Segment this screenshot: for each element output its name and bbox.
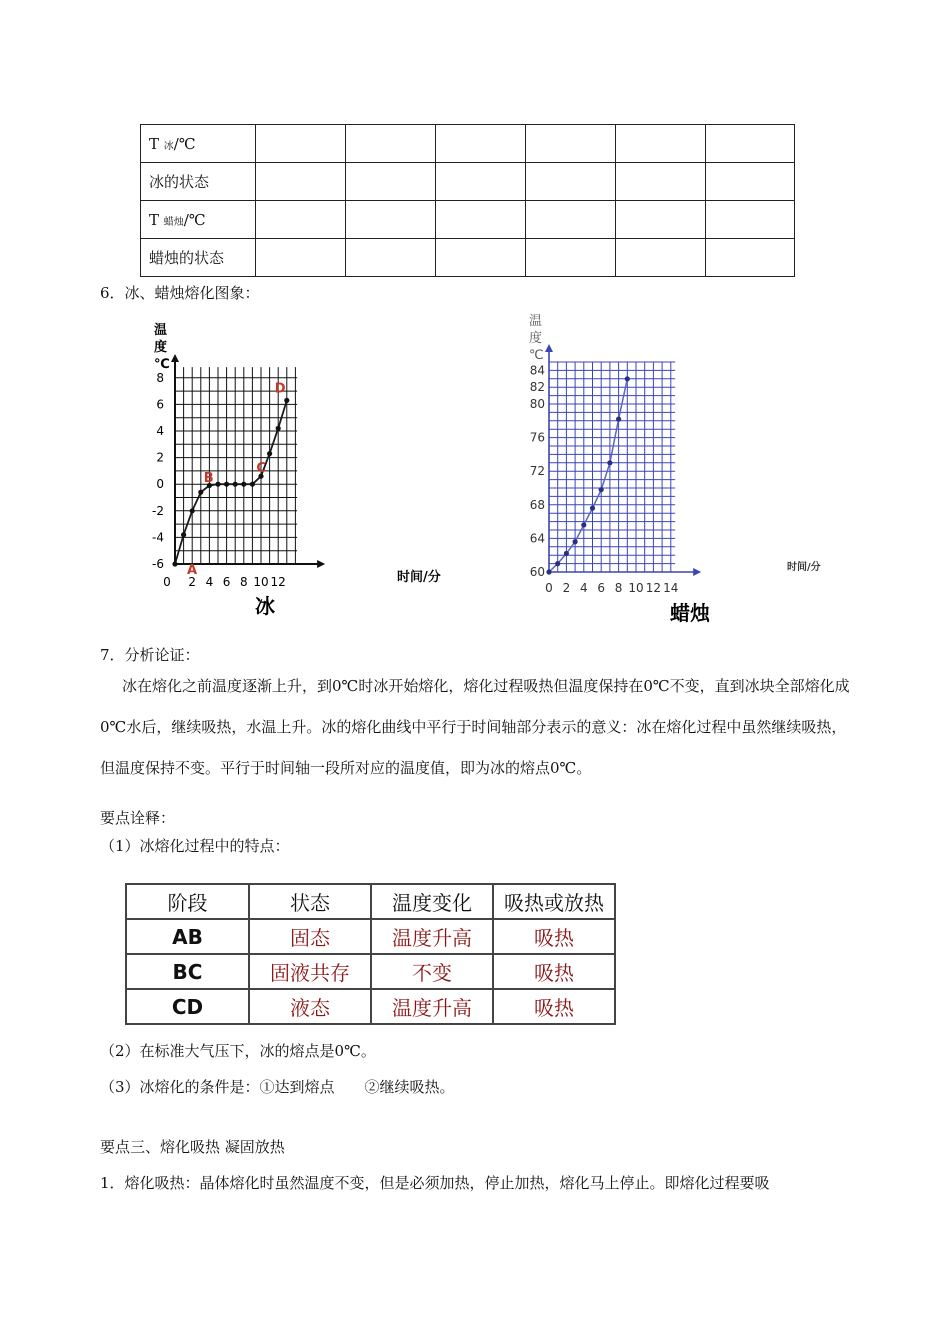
data-point — [564, 551, 569, 556]
x-tick-label: 4 — [579, 581, 588, 595]
data-point — [172, 561, 177, 566]
data-point — [616, 417, 621, 422]
analysis-paragraph: 冰在熔化之前温度逐渐上升，到0℃时冰开始熔化，熔化过程吸热但温度保持在0℃不变，直到冰块全部熔化成0℃水后，继续吸热，水温上升。冰的熔化曲线中平行于时间轴部分表示的意义：冰在熔化过程中虽然继续吸热，但温度保持不变。平行于时间轴一段所对应的温度值，即为冰的熔点0℃。 — [100, 677, 850, 777]
data-point — [590, 506, 595, 511]
y-tick-label: -4 — [152, 530, 164, 545]
x-tick-label: 10 — [253, 575, 269, 589]
x-axis-arrow — [317, 560, 325, 568]
section-7-title: 7．分析论证： — [100, 646, 200, 664]
y-tick-label: 76 — [529, 430, 545, 445]
header-temp-change: 温度变化 — [371, 884, 493, 919]
y-axis-label: 温 — [154, 323, 168, 338]
section-6-title: 6．冰、蜡烛熔化图象： — [100, 284, 260, 302]
x-tick-label: 6 — [597, 581, 606, 595]
data-point — [198, 490, 203, 495]
y-tick-label: -2 — [152, 503, 164, 518]
x-tick-label: 2 — [562, 581, 571, 595]
data-point — [241, 482, 246, 487]
point-label-a: A — [187, 563, 198, 578]
x-tick-label: 4 — [205, 575, 214, 589]
data-point — [190, 508, 195, 513]
y-axis-arrow — [545, 344, 553, 352]
y-axis-label: ℃ — [154, 357, 170, 372]
data-point — [276, 426, 281, 431]
data-point — [607, 460, 612, 465]
y-tick-label: 6 — [156, 397, 164, 412]
data-point — [215, 482, 220, 487]
candle-x-axis-label: 时间/分 — [787, 562, 821, 573]
table-row: CD 液态 温度升高 吸热 — [126, 989, 615, 1024]
point-1: （1）冰熔化过程中的特点： — [100, 837, 290, 855]
table-row — [141, 239, 795, 277]
table-row — [141, 163, 795, 201]
ice-chart-title: 冰 — [255, 594, 275, 618]
y-tick-label: 68 — [529, 497, 545, 512]
y-axis-label: 温 — [529, 314, 543, 329]
point-label-d: D — [274, 381, 286, 397]
section-3-item-1: 1．熔化吸热：晶体熔化时虽然温度不变，但是必须加热，停止加热，熔化马上停止。即熔化过程要吸 — [100, 1174, 770, 1192]
x-tick-label: 6 — [222, 575, 231, 589]
y-tick-label: 60 — [529, 565, 545, 579]
data-point — [284, 398, 289, 403]
x-tick-label: 12 — [270, 575, 286, 589]
row-label-ice-state: 冰的状态 — [141, 163, 256, 201]
data-point — [546, 569, 551, 574]
header-state: 状态 — [249, 884, 371, 919]
melting-stages-table — [125, 883, 616, 1025]
row-label-candle-state: 蜡烛的状态 — [141, 239, 256, 277]
y-tick-label: 84 — [529, 363, 545, 378]
data-point — [233, 482, 238, 487]
y-axis-label: 度 — [154, 340, 168, 355]
x-tick-label: 2 — [188, 575, 197, 589]
table-row — [141, 125, 795, 163]
data-point — [555, 561, 560, 566]
x-tick-label: 8 — [614, 581, 623, 595]
data-point — [181, 532, 186, 537]
row-label-t-candle: T 蜡烛/℃ — [141, 201, 256, 239]
x-tick-label: 0 — [545, 581, 553, 595]
y-tick-label: 80 — [529, 397, 545, 411]
data-point — [573, 539, 578, 544]
candle-chart-title: 蜡烛 — [670, 601, 710, 625]
y-tick-label: 8 — [156, 370, 164, 385]
point-label-c: C — [256, 461, 266, 477]
data-point — [224, 482, 229, 487]
point-2: （2）在标准大气压下，冰的熔点是0℃。 — [100, 1042, 376, 1060]
candle-melting-chart — [515, 310, 835, 630]
table-row — [141, 201, 795, 239]
y-axis-arrow — [171, 354, 179, 362]
header-heat: 吸热或放热 — [493, 884, 615, 919]
x-axis-arrow — [693, 568, 701, 576]
candle-curve — [549, 379, 627, 572]
table-row: BC 固液共存 不变 吸热 — [126, 954, 615, 989]
y-tick-label: -6 — [152, 557, 164, 571]
table-header-row — [126, 884, 615, 919]
table-row: AB 固态 温度升高 吸热 — [126, 919, 615, 954]
row-label-t-ice: T 冰/℃ — [141, 125, 256, 163]
y-tick-label: 64 — [529, 531, 545, 546]
data-point — [250, 482, 255, 487]
y-tick-label: 4 — [156, 424, 164, 438]
data-point — [599, 487, 604, 492]
data-point — [625, 376, 630, 381]
y-axis-label: ℃ — [529, 348, 544, 363]
y-tick-label: 0 — [156, 477, 164, 492]
data-table — [140, 124, 795, 277]
y-axis-label: 度 — [529, 331, 543, 346]
y-tick-label: 72 — [529, 464, 545, 479]
header-stage: 阶段 — [126, 884, 249, 919]
y-tick-label: 82 — [529, 380, 545, 395]
data-point — [267, 451, 272, 456]
point-label-b: B — [203, 471, 214, 487]
key-points-title: 要点诠释： — [100, 809, 176, 827]
ice-melting-chart — [140, 318, 460, 623]
x-tick-label: 8 — [239, 575, 248, 589]
x-tick-label: 12 — [645, 581, 662, 595]
section-3-title: 要点三、熔化吸热 凝固放热 — [100, 1138, 285, 1156]
x-tick-label: 0 — [163, 575, 171, 589]
x-tick-label: 14 — [663, 581, 679, 595]
y-tick-label: 2 — [156, 450, 164, 465]
x-tick-label: 10 — [628, 581, 644, 595]
point-3: （3）冰熔化的条件是：①达到熔点 ②继续吸热。 — [100, 1078, 455, 1096]
data-point — [581, 522, 586, 527]
ice-x-axis-label: 时间/分 — [397, 570, 441, 585]
